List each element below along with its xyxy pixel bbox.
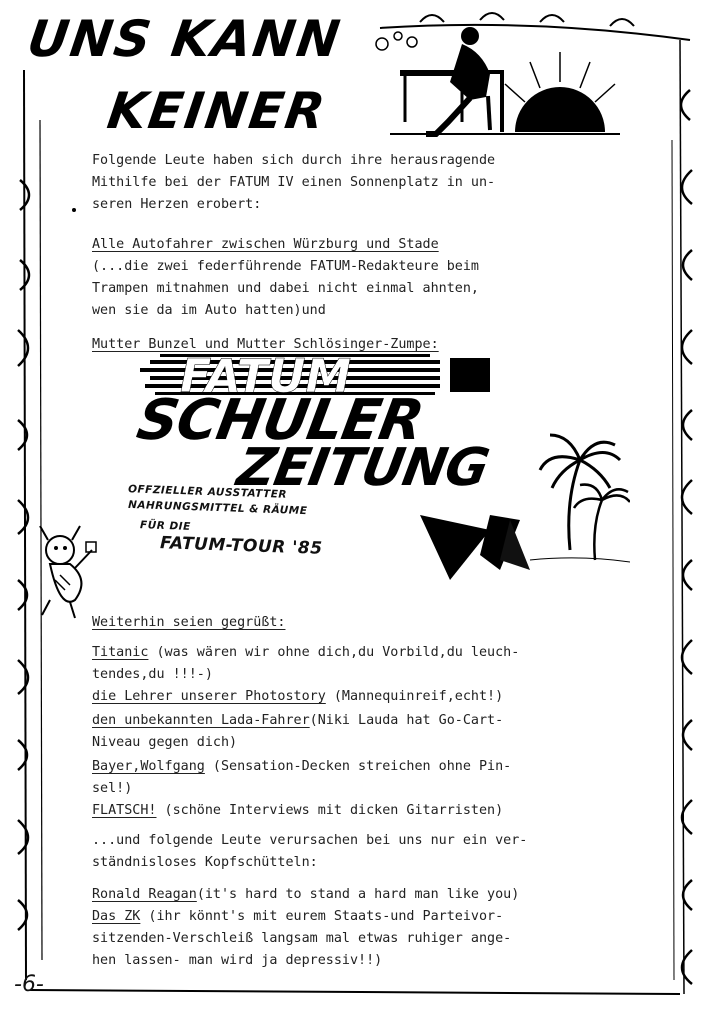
page-number: -6- <box>14 972 44 997</box>
ad-caption-3: FÜR DIE <box>139 519 191 533</box>
greeting-item: tendes,du !!!-) <box>92 667 213 682</box>
ad-schuler: SCHULER <box>132 388 428 453</box>
thanks-heading-mutter: Mutter Bunzel und Mutter Schlösinger-Zumpe: <box>92 337 439 352</box>
greeting-item: die Lehrer unserer Photostory (Mannequinreif,echt!) <box>92 689 504 704</box>
intro-line-2: Mithilfe bei der FATUM IV einen Sonnenplatz in un- <box>92 175 496 190</box>
ad-zeitung: ZEITUNG <box>232 438 493 498</box>
ad-caption-1: OFFZIELLER AUSSTATTER <box>127 483 288 501</box>
greeting-item: Niveau gegen dich) <box>92 735 238 750</box>
page-title-line1: UNS KANN <box>23 10 346 68</box>
thanks-heading-autofahrer: Alle Autofahrer zwischen Würzburg und Stade <box>92 237 439 252</box>
greeting-item: den unbekannten Lada-Fahrer(Niki Lauda hat Go-Cart- <box>92 713 504 728</box>
negative-intro-line-2: ständnisloses Kopfschütteln: <box>92 855 318 870</box>
thanks-body-line-1: (...die zwei federführende FATUM-Redakteure beim <box>92 259 479 274</box>
greeting-item: Titanic (was wären wir ohne dich,du Vorbild,du leuch- <box>92 645 520 660</box>
thanks-body-line-2: Trampen mitnahmen und dabei nicht einmal ahnten, <box>92 281 479 296</box>
thanks-body-line-3: wen sie da im Auto hatten)und <box>92 303 326 318</box>
ad-caption-4: FATUM-TOUR '85 <box>159 533 323 559</box>
greeting-item: sel!) <box>92 781 133 796</box>
writer-at-desk-illustration <box>390 22 620 142</box>
greeting-item: Bayer,Wolfgang (Sensation-Decken streichen ohne Pin- <box>92 759 512 774</box>
negative-item: Ronald Reagan(it's hard to stand a hard man like you) <box>92 887 520 902</box>
negative-item: hen lassen- man wird ja depressiv!!) <box>92 953 383 968</box>
fatum-logo-text: FATUM <box>180 350 352 403</box>
greeting-item: FLATSCH! (schöne Interviews mit dicken Gitarristen) <box>92 803 504 818</box>
negative-item: Das ZK (ihr könnt's mit eurem Staats-und Parteivor- <box>92 909 504 924</box>
greetings-heading: Weiterhin seien gegrüßt: <box>92 615 286 630</box>
page-title-line2: KEINER <box>103 82 331 140</box>
palm-trees-illustration <box>380 420 630 580</box>
cartoon-viking-illustration <box>30 520 102 620</box>
negative-item: sitzenden-Verschleiß langsam mal etwas ruhiger ange- <box>92 931 512 946</box>
negative-intro-line-1: ...und folgende Leute verursachen bei uns nur ein ver- <box>92 833 528 848</box>
intro-line-1: Folgende Leute haben sich durch ihre herausragende <box>92 153 496 168</box>
intro-line-3: seren Herzen erobert: <box>92 197 262 212</box>
ad-caption-2: NAHRUNGSMITTEL & RÄUME <box>127 498 308 518</box>
